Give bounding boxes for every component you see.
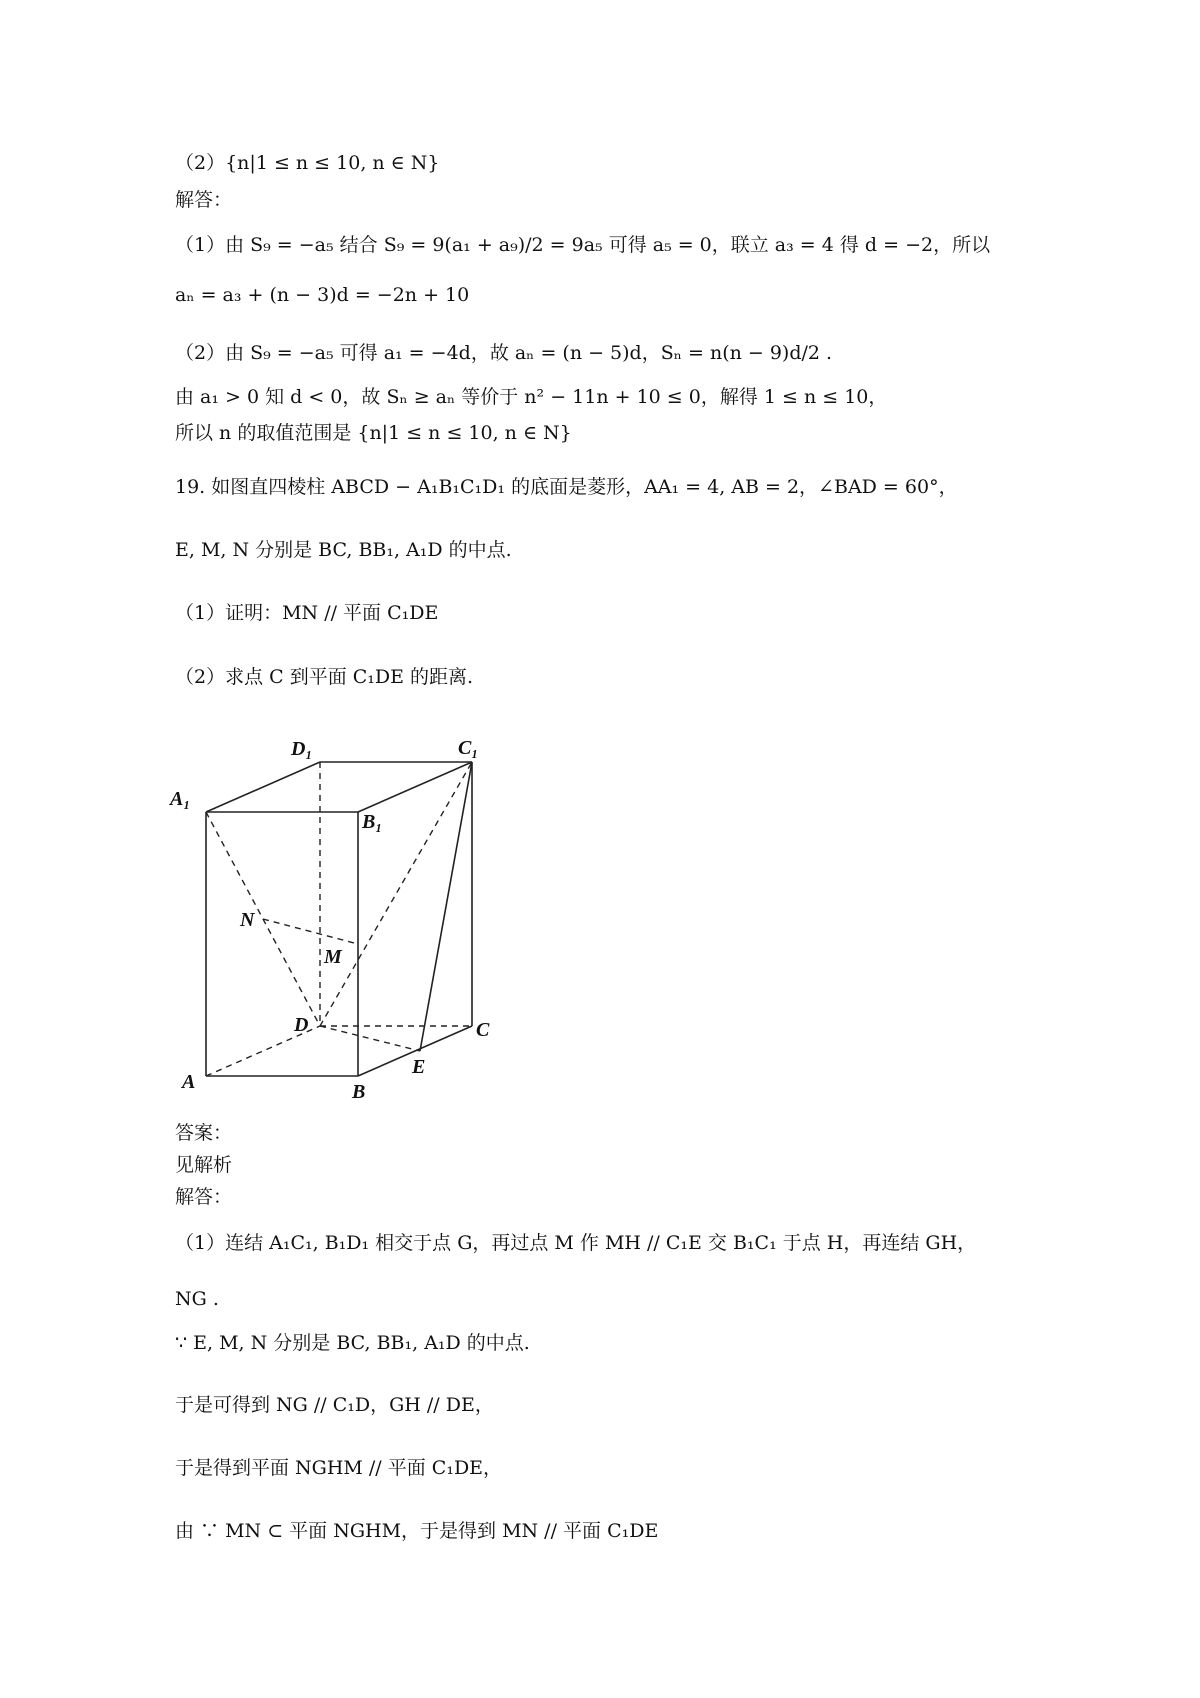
text-line: 由 ∵ MN ⊂ 平面 NGHM，于是得到 MN // 平面 C₁DE <box>175 1520 659 1542</box>
label-C: C <box>476 1019 490 1041</box>
text-line: （2）由 S₉ = −a₅ 可得 a₁ = −4d，故 aₙ = (n − 5)d，Sₙ = n(n − 9)d/2 . <box>175 342 833 364</box>
label-C1: C₁ <box>458 737 479 759</box>
solution-heading: 解答： <box>175 1186 233 1208</box>
label-N: N <box>240 909 255 931</box>
text-line: aₙ = a₃ + (n − 3)d = −2n + 10 <box>175 284 470 306</box>
label-B: B <box>352 1081 366 1103</box>
text-line: 于是可得到 NG // C₁D，GH // DE， <box>175 1394 494 1416</box>
prism-figure <box>170 728 526 1108</box>
label-M: M <box>324 946 342 968</box>
question-19: 19. 如图直四棱柱 ABCD − A₁B₁C₁D₁ 的底面是菱形，AA₁ = 4, AB = 2，∠BAD = 60°， <box>175 476 958 498</box>
label-A: A <box>182 1071 196 1093</box>
text-line: 由 a₁ > 0 知 d < 0，故 Sₙ ≥ aₙ 等价于 n² − 11n + 10 ≤ 0，解得 1 ≤ n ≤ 10， <box>175 386 888 408</box>
label-D: D <box>294 1014 309 1036</box>
text-line: NG . <box>175 1288 219 1310</box>
text-line: （1）连结 A₁C₁, B₁D₁ 相交于点 G，再过点 M 作 MH // C₁E 交 B₁C₁ 于点 H，再连结 GH， <box>175 1232 977 1254</box>
text-line: （1）由 S₉ = −a₅ 结合 S₉ = 9(a₁ + a₉)/2 = 9a₅ 可得 a₅ = 0，联立 a₃ = 4 得 d = −2，所以 <box>175 234 991 256</box>
label-D1: D₁ <box>291 738 313 760</box>
text-line: 所以 n 的取值范围是 {n|1 ≤ n ≤ 10, n ∈ N} <box>175 422 572 444</box>
text-line: E, M, N 分别是 BC, BB₁, A₁D 的中点. <box>175 539 512 561</box>
answer-text: 见解析 <box>175 1154 233 1176</box>
label-E: E <box>412 1056 426 1078</box>
label-A1: A₁ <box>170 788 191 810</box>
text-line: （2）{n|1 ≤ n ≤ 10, n ∈ N} <box>175 152 440 174</box>
text-line: （2）求点 C 到平面 C₁DE 的距离. <box>175 666 474 688</box>
text-line: 解答： <box>175 189 233 211</box>
text-line: ∵ E, M, N 分别是 BC, BB₁, A₁D 的中点. <box>175 1332 530 1354</box>
text-line: 于是得到平面 NGHM // 平面 C₁DE， <box>175 1457 503 1479</box>
answer-heading: 答案： <box>175 1122 233 1144</box>
label-B1: B₁ <box>362 811 383 833</box>
text-line: （1）证明：MN // 平面 C₁DE <box>175 602 439 624</box>
